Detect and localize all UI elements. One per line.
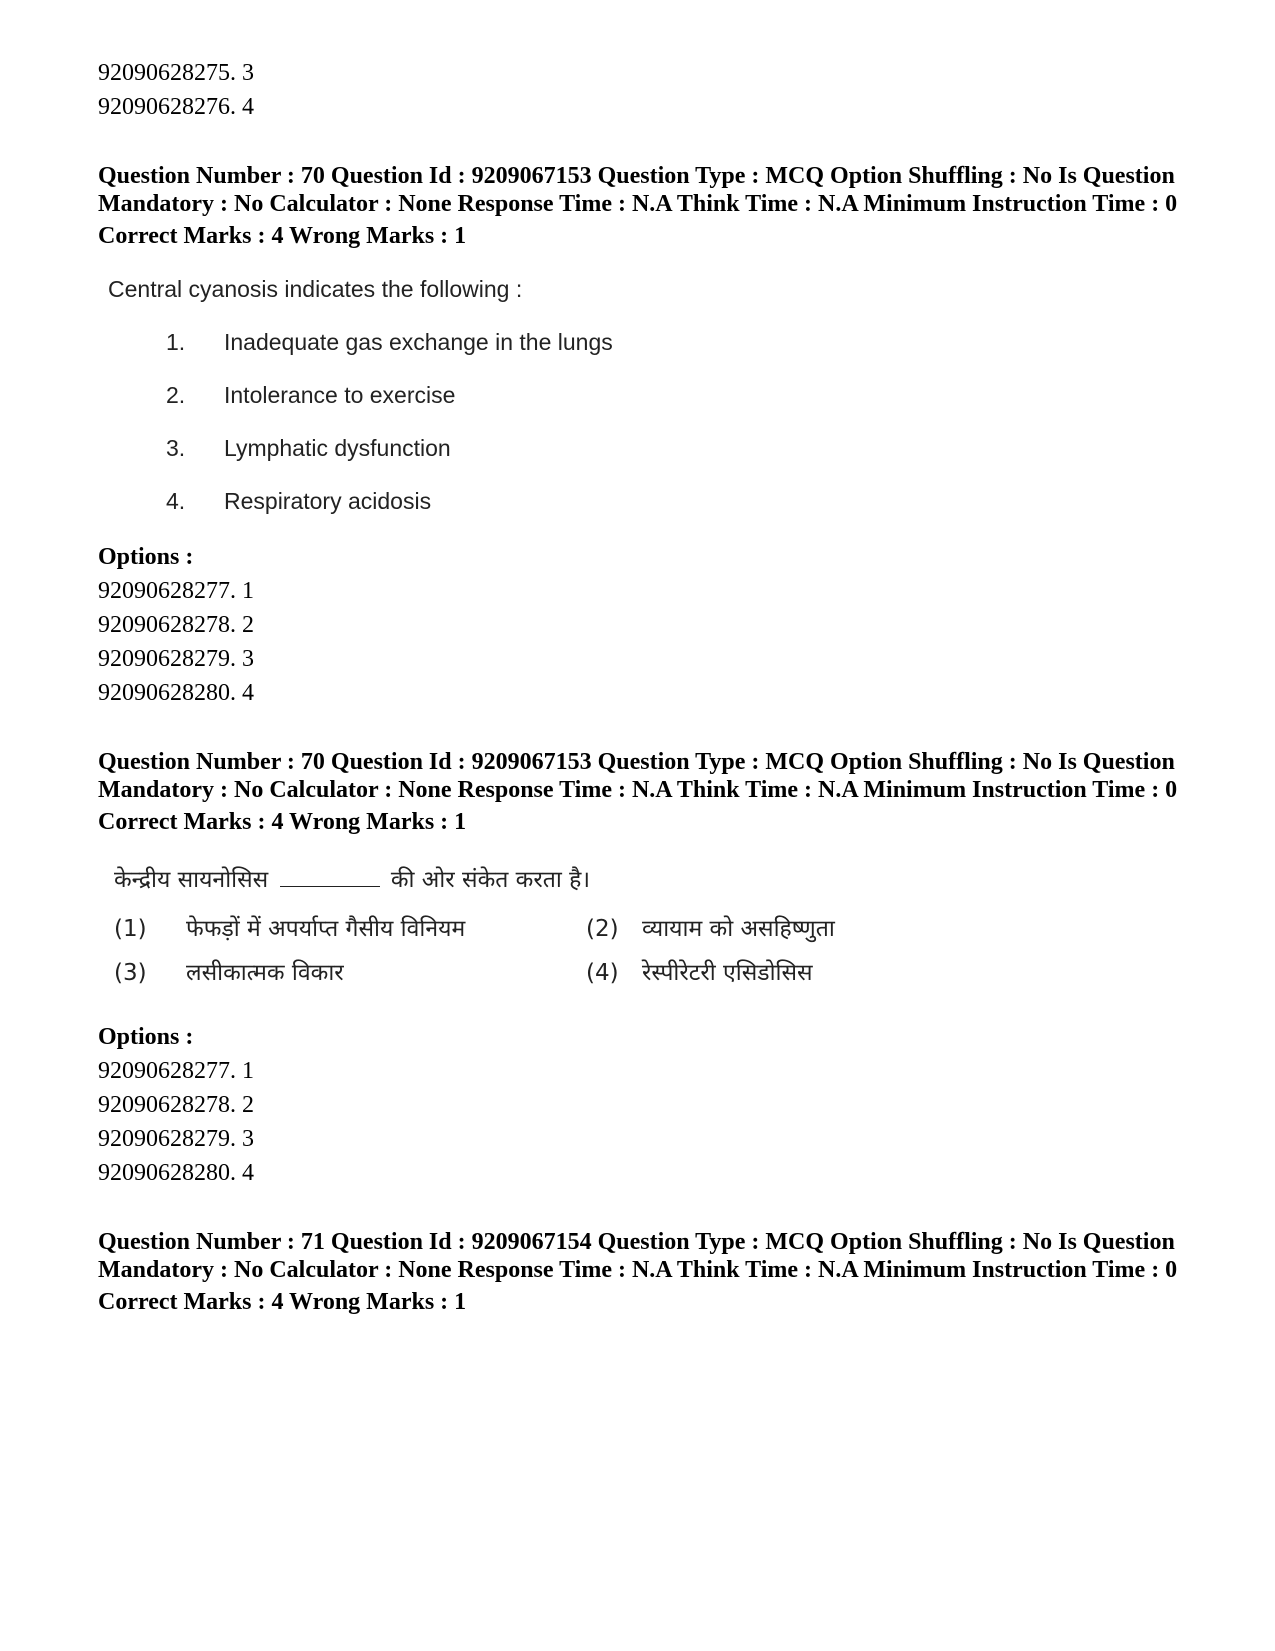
- option-line: 92090628276. 4: [98, 94, 254, 120]
- question-meta: Question Number : 70 Question Id : 9209067153 Question Type : MCQ Option Shuffling : No Is Question Mandatory : No Calculator : None Response Time : N.A Think Time : N.A Minimum Instruction Time : 0: [98, 163, 1178, 217]
- options-heading: Options :: [98, 544, 194, 570]
- statement-item: [166, 369, 1188, 422]
- stem-text-after: की ओर संकेत करता है।: [390, 867, 591, 893]
- statement-text: लसीकात्मक विकार: [186, 960, 344, 986]
- statement-number: (2): [586, 916, 619, 942]
- fill-in-blank: [280, 864, 380, 887]
- option-line: 92090628280. 4: [98, 1160, 254, 1186]
- option-line: 92090628277. 1: [98, 1058, 254, 1084]
- statement-item: [166, 316, 1188, 369]
- statement-number: 4.: [166, 488, 186, 514]
- question-marks: Correct Marks : 4 Wrong Marks : 1: [98, 1289, 467, 1315]
- statement-text: Intolerance to exercise: [224, 382, 456, 408]
- options-heading: Options :: [98, 1024, 194, 1050]
- statement-text: Lymphatic dysfunction: [224, 435, 451, 461]
- statement-number: (4): [586, 960, 619, 986]
- option-line: 92090628279. 3: [98, 1126, 254, 1152]
- statement-item: [166, 422, 1188, 475]
- statement-text: फेफड़ों में अपर्याप्त गैसीय विनियम: [186, 916, 466, 942]
- options-list: [98, 1054, 1188, 1190]
- statement-text: Inadequate gas exchange in the lungs: [224, 329, 613, 355]
- option-line: 92090628278. 2: [98, 612, 254, 638]
- statement-number: 1.: [166, 329, 186, 355]
- statement-number: 2.: [166, 382, 186, 408]
- statement-text: रेस्पीरेटरी एसिडोसिस: [642, 960, 813, 986]
- question-70-english: [98, 162, 1188, 710]
- question-marks: Correct Marks : 4 Wrong Marks : 1: [98, 809, 467, 835]
- statement-number: (3): [114, 960, 147, 986]
- option-line: 92090628279. 3: [98, 646, 254, 672]
- question-meta: Question Number : 70 Question Id : 9209067153 Question Type : MCQ Option Shuffling : No Is Question Mandatory : No Calculator : None Response Time : N.A Think Time : N.A Minimum Instruction Time : 0: [98, 749, 1178, 803]
- question-stem: [114, 862, 1188, 898]
- stem-text-before: केन्द्रीय सायनोसिस: [114, 867, 269, 893]
- option-line: 92090628278. 2: [98, 1092, 254, 1118]
- question-image-hindi: [114, 862, 1188, 992]
- options-list: [98, 574, 1188, 710]
- option-line: 92090628280. 4: [98, 680, 254, 706]
- question-70-hindi: [98, 748, 1188, 1190]
- statement-number: 3.: [166, 435, 186, 461]
- question-stem: Central cyanosis indicates the following :: [108, 276, 523, 302]
- statement-text: व्यायाम को असहिष्णुता: [642, 916, 835, 942]
- question-image-english: [108, 272, 1188, 528]
- option-line: 92090628277. 1: [98, 578, 254, 604]
- previous-options-list: [98, 56, 1188, 124]
- option-line: 92090628275. 3: [98, 60, 254, 86]
- statement-list: [166, 316, 1188, 528]
- question-71: [98, 1228, 1188, 1316]
- statement-item: [166, 475, 1188, 528]
- statement-text: Respiratory acidosis: [224, 488, 432, 514]
- statement-number: (1): [114, 916, 147, 942]
- question-meta: Question Number : 71 Question Id : 9209067154 Question Type : MCQ Option Shuffling : No Is Question Mandatory : No Calculator : None Response Time : N.A Think Time : N.A Minimum Instruction Time : 0: [98, 1229, 1178, 1283]
- document-page: [98, 56, 1188, 1316]
- statement-grid: [114, 910, 1188, 992]
- question-marks: Correct Marks : 4 Wrong Marks : 1: [98, 223, 467, 249]
